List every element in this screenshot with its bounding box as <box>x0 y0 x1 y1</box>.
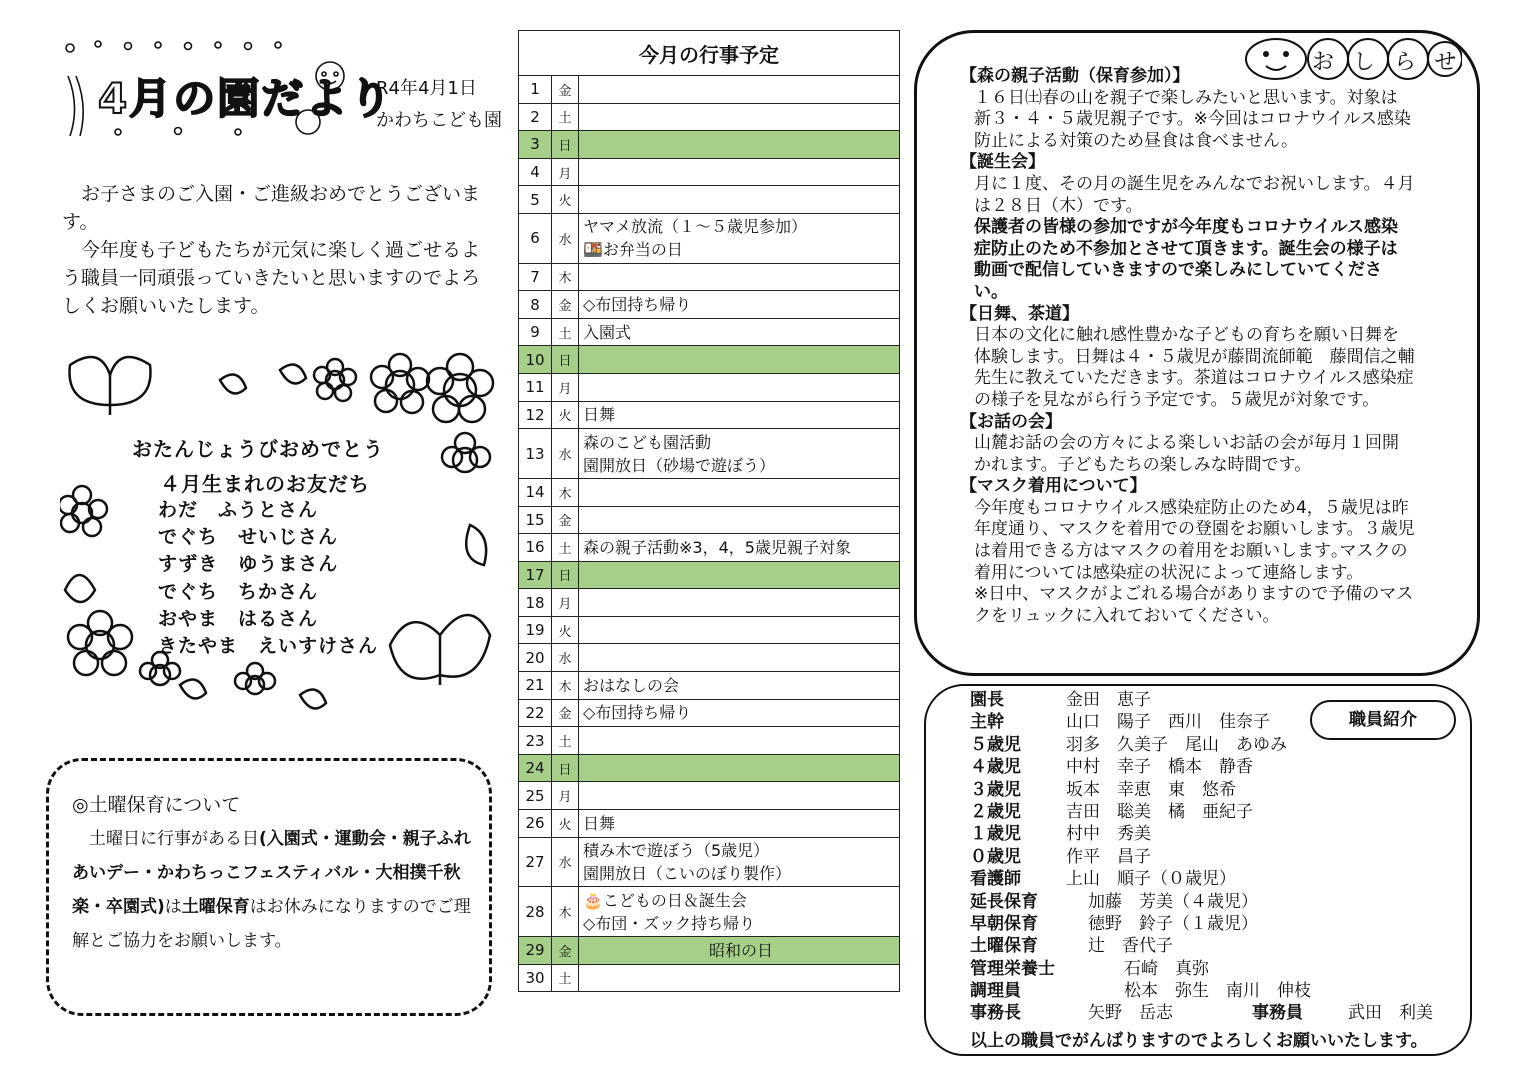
calendar-event <box>579 131 900 159</box>
staff-names: 坂本 幸恵 東 悠希 <box>1066 779 1236 800</box>
calendar-event <box>579 346 900 374</box>
calendar-event-line: 日舞 <box>583 405 616 425</box>
staff-role: 主幹 <box>970 712 1004 733</box>
calendar-event <box>579 76 900 104</box>
calendar-weekday: 月 <box>552 782 579 810</box>
calendar-event <box>579 291 900 319</box>
notice-line: ※日中、マスクがよごれる場合がありますので予備のマス <box>974 584 1414 605</box>
calendar-day: 13 <box>519 429 552 479</box>
calendar-day: 8 <box>519 291 552 319</box>
calendar-day: 28 <box>519 887 552 937</box>
calendar-day: 27 <box>519 837 552 887</box>
calendar-event-line: ◇布団持ち帰り <box>583 295 692 315</box>
calendar-weekday: 金 <box>552 76 579 104</box>
birthday-heading: おたんじょうびおめでとう <box>132 437 384 461</box>
calendar-day: 20 <box>519 644 552 672</box>
staff-role: 管理栄養士 <box>970 958 1055 979</box>
calendar-weekday: 月 <box>552 589 579 617</box>
staff-role: ２歳児 <box>970 801 1021 822</box>
calendar-weekday: 日 <box>552 754 579 782</box>
calendar-day: 11 <box>519 374 552 402</box>
calendar-event <box>579 401 900 429</box>
staff-names: 矢野 岳志 <box>1088 1003 1173 1024</box>
calendar-day: 9 <box>519 318 552 346</box>
calendar-event-line: 入園式 <box>583 322 632 342</box>
greeting-paragraph: 今年度も子どもたちが元気に楽しく過ごせるよう職員一同頑張っていきたいと思いますのでよろしくお願いいたします。 <box>62 239 481 317</box>
calendar-event <box>579 478 900 506</box>
notice-line: １６日㈯春の山を親子で楽しみたいと思います。対象は <box>974 87 1398 108</box>
calendar-event <box>579 937 900 965</box>
calendar-day: 12 <box>519 401 552 429</box>
notice-line: 新３・４・５歳児親子です。※今回はコロナウイルス感染 <box>974 109 1411 130</box>
notice-heading: 【マスク着用について】 <box>960 476 1147 497</box>
calendar-day: 30 <box>519 964 552 992</box>
calendar-row <box>519 103 900 131</box>
calendar-event <box>579 887 900 937</box>
notice-line-emphasis: 症防止のため不参加とさせて頂きます。誕生会の様子は <box>974 238 1398 259</box>
calendar-event <box>579 534 900 562</box>
notice-line: 防止による対策のため昼食は食べません。 <box>974 130 1299 151</box>
calendar-day: 4 <box>519 158 552 186</box>
calendar-day: 14 <box>519 478 552 506</box>
calendar-row <box>519 561 900 589</box>
birthday-name: でぐち せいじさん <box>158 526 339 549</box>
staff-names: 辻 香代子 <box>1088 936 1173 957</box>
calendar-event-line: 園開放日（砂場で遊ぼう） <box>583 455 776 475</box>
staff-names: 武田 利美 <box>1348 1003 1433 1024</box>
calendar-weekday: 土 <box>552 727 579 755</box>
newsletter-title-banner <box>58 36 394 136</box>
greeting-text <box>62 180 492 320</box>
notice-line: は着用できる方はマスクの着用をお願いします｡マスクの <box>974 541 1408 562</box>
staff-role: 園長 <box>970 690 1004 710</box>
staff-names: 石崎 真弥 <box>1124 958 1209 979</box>
calendar-day: 22 <box>519 699 552 727</box>
calendar-weekday: 日 <box>552 346 579 374</box>
calendar-weekday: 火 <box>552 186 579 214</box>
calendar-weekday: 金 <box>552 291 579 319</box>
calendar-weekday: 土 <box>552 103 579 131</box>
calendar-row <box>519 186 900 214</box>
staff-names: 徳野 鈴子（１歳児） <box>1088 913 1258 934</box>
staff-names: 上山 順子（０歳児） <box>1066 869 1236 890</box>
calendar-row <box>519 213 900 263</box>
calendar-event <box>579 506 900 534</box>
calendar-event <box>579 374 900 402</box>
notice-line-emphasis: 保護者の皆様の参加ですが今年度もコロナウイルス感染 <box>974 217 1398 238</box>
calendar-weekday: 金 <box>552 699 579 727</box>
staff-names: 山口 陽子 西川 佳奈子 <box>1066 712 1270 733</box>
saturday-events: (入園式・運動会・親子ふれあいデー・かわちっこフェスティバル・大相撲千秋楽・卒園式) <box>72 829 471 917</box>
calendar-event <box>579 699 900 727</box>
notice-line: 体験します。日舞は４・５歳児が藤間流師範 藤間信之輔 <box>974 346 1415 367</box>
notice-line: 年度通り、マスクを着用での登園をお願いします。３歳児 <box>974 519 1415 540</box>
calendar-weekday: 土 <box>552 318 579 346</box>
staff-names: 金田 恵子 <box>1066 690 1151 710</box>
calendar-title: 今月の行事予定 <box>519 31 900 76</box>
staff-role: １歳児 <box>970 824 1021 845</box>
calendar-row <box>519 754 900 782</box>
calendar-weekday: 火 <box>552 401 579 429</box>
saturday-text: 土曜日に行事がある日 <box>89 829 259 849</box>
calendar-row <box>519 964 900 992</box>
calendar-row <box>519 810 900 838</box>
calendar-weekday: 火 <box>552 616 579 644</box>
birthday-name: すずき ゆうまさん <box>158 553 339 576</box>
staff-footer: 以上の職員でがんばりますのでよろしくお願いいたします。 <box>970 1031 1428 1051</box>
calendar-day: 24 <box>519 754 552 782</box>
issue-date: R4年4月1日 <box>376 78 477 99</box>
staff-role: 延長保育 <box>970 891 1038 912</box>
staff-role: 早朝保育 <box>970 913 1038 934</box>
staff-names: 松本 弥生 南川 伸枝 <box>1124 981 1311 1002</box>
calendar-row <box>519 76 900 104</box>
calendar-weekday: 木 <box>552 672 579 700</box>
calendar-row <box>519 401 900 429</box>
calendar-day: 6 <box>519 213 552 263</box>
calendar-event <box>579 263 900 291</box>
calendar-day: 16 <box>519 534 552 562</box>
notice-heading: 【森の親子活動（保育参加）】 <box>960 66 1190 86</box>
staff-role: 看護師 <box>970 869 1021 890</box>
staff-role: 土曜保育 <box>970 936 1038 957</box>
notice-heading: 【誕生会】 <box>960 152 1045 173</box>
calendar-row <box>519 131 900 159</box>
notice-badge-label: おしらせ <box>1312 50 1476 75</box>
calendar-row <box>519 644 900 672</box>
calendar-event-line: 森のこども園活動 <box>583 432 712 452</box>
staff-role: ５歳児 <box>970 734 1021 755</box>
calendar-event-line: ヤマメ放流（１～５歳児参加） <box>583 217 808 237</box>
calendar-weekday: 木 <box>552 478 579 506</box>
calendar-row <box>519 616 900 644</box>
saturday-text: は <box>164 897 182 917</box>
calendar-weekday: 水 <box>552 644 579 672</box>
calendar-day: 15 <box>519 506 552 534</box>
calendar-day: 21 <box>519 672 552 700</box>
calendar-weekday: 木 <box>552 263 579 291</box>
calendar-weekday: 金 <box>552 506 579 534</box>
calendar-row <box>519 937 900 965</box>
greeting-paragraph: お子さまのご入園・ご進級おめでとうございます。 <box>62 183 481 233</box>
calendar-event <box>579 561 900 589</box>
calendar-day: 17 <box>519 561 552 589</box>
calendar-event-line: 日舞 <box>583 813 616 833</box>
calendar-event-line: 🎂こどもの日＆誕生会 <box>583 890 747 910</box>
calendar-event <box>579 782 900 810</box>
calendar-weekday: 水 <box>552 837 579 887</box>
calendar-day: 7 <box>519 263 552 291</box>
notice-line: 着用については感染症の状況によって連絡します。 <box>974 562 1364 583</box>
staff-names: 中村 幸子 橋本 静香 <box>1066 757 1253 778</box>
birthday-name: わだ ふうとさん <box>158 499 319 521</box>
calendar-event <box>579 616 900 644</box>
calendar-event <box>579 429 900 479</box>
calendar-event <box>579 213 900 263</box>
notice-line: 山麓お話の会の方々による楽しいお話の会が毎月１回開 <box>974 433 1399 454</box>
staff-role: ４歳児 <box>970 757 1021 778</box>
calendar-day: 25 <box>519 782 552 810</box>
staff-names: 加藤 芳美（４歳児） <box>1088 891 1258 912</box>
calendar-row <box>519 887 900 937</box>
calendar-day: 3 <box>519 131 552 159</box>
birthday-subheading: ４月生まれのお友だち <box>160 472 370 496</box>
calendar-weekday: 水 <box>552 213 579 263</box>
calendar-weekday: 木 <box>552 887 579 937</box>
calendar-day: 10 <box>519 346 552 374</box>
staff-role: 調理員 <box>970 981 1021 1002</box>
calendar-weekday: 金 <box>552 937 579 965</box>
calendar-weekday: 月 <box>552 374 579 402</box>
notice-line: 日本の文化に触れ感性豊かな子どもの育ちを願い日舞を <box>974 325 1399 346</box>
calendar-row <box>519 429 900 479</box>
calendar-event <box>579 158 900 186</box>
calendar-event-line: ◇布団・ズック持ち帰り <box>583 913 756 933</box>
notice-line-emphasis: い。 <box>974 281 1008 302</box>
staff-names: 村中 秀美 <box>1066 824 1151 845</box>
calendar-day: 2 <box>519 103 552 131</box>
staff-role: 事務長 <box>970 1003 1021 1024</box>
saturday-care-title: ◎土曜保育について <box>72 794 241 816</box>
calendar-event <box>579 186 900 214</box>
calendar-row <box>519 263 900 291</box>
calendar-row <box>519 782 900 810</box>
calendar-row <box>519 346 900 374</box>
calendar-row <box>519 291 900 319</box>
calendar-row <box>519 699 900 727</box>
calendar-row <box>519 318 900 346</box>
calendar-day: 19 <box>519 616 552 644</box>
calendar-row <box>519 589 900 617</box>
notice-line: かれます。子どもたちの楽しみな時間です。 <box>974 454 1312 475</box>
calendar-weekday: 土 <box>552 964 579 992</box>
calendar-weekday: 日 <box>552 131 579 159</box>
calendar-weekday: 水 <box>552 429 579 479</box>
calendar-event-line: 昭和の日 <box>708 940 773 960</box>
saturday-text: はお休みになりますのでご理解とご協力をお願いします。 <box>72 897 471 951</box>
birthday-name: でぐち ちかさん <box>158 580 319 603</box>
notice-line: 今年度もコロナウイルス感染症防止のため4，５歳児は昨 <box>974 497 1409 518</box>
calendar-day: 23 <box>519 727 552 755</box>
calendar-day: 5 <box>519 186 552 214</box>
school-name: かわちこども園 <box>376 110 502 131</box>
calendar-day: 26 <box>519 810 552 838</box>
calendar-event <box>579 318 900 346</box>
staff-names: 吉田 聡美 橘 亜紀子 <box>1066 801 1253 822</box>
calendar-event-line: 森の親子活動※3，4，5歳児親子対象 <box>583 537 851 557</box>
notice-heading: 【日舞、茶道】 <box>960 303 1079 324</box>
calendar-event-line: ◇布団持ち帰り <box>583 703 692 723</box>
birthday-name-list <box>158 497 378 660</box>
staff-role: ３歳児 <box>970 779 1021 800</box>
calendar-event <box>579 964 900 992</box>
notice-line: の様子を見ながら行う予定です。５歳児が対象です。 <box>974 389 1380 410</box>
staff-role: 事務員 <box>1252 1003 1303 1024</box>
staff-names: 羽多 久美子 尾山 あゆみ <box>1066 734 1287 755</box>
saturday-care-text <box>72 822 472 958</box>
calendar-event <box>579 754 900 782</box>
notice-line-emphasis: 動画で配信していきますので楽しみにしていてくださ <box>974 260 1382 281</box>
calendar-row <box>519 837 900 887</box>
calendar-row <box>519 374 900 402</box>
event-calendar <box>518 30 900 992</box>
calendar-event <box>579 672 900 700</box>
notice-line: は２８日（木）です。 <box>974 195 1143 216</box>
calendar-row <box>519 158 900 186</box>
calendar-event <box>579 589 900 617</box>
calendar-day: 18 <box>519 589 552 617</box>
newsletter-title: 4月の園だより <box>98 74 394 123</box>
calendar-event <box>579 103 900 131</box>
calendar-event <box>579 644 900 672</box>
calendar-event <box>579 810 900 838</box>
calendar-event <box>579 837 900 887</box>
calendar-weekday: 日 <box>552 561 579 589</box>
staff-badge: 職員紹介 <box>1310 700 1456 740</box>
calendar-row <box>519 506 900 534</box>
calendar-row <box>519 727 900 755</box>
calendar-weekday: 土 <box>552 534 579 562</box>
birthday-name: きたやま えいすけさん <box>158 635 379 658</box>
calendar-event-line: 積み木で遊ぼう（5歳児） <box>583 840 770 860</box>
calendar-day: 29 <box>519 937 552 965</box>
calendar-event <box>579 727 900 755</box>
calendar-weekday: 月 <box>552 158 579 186</box>
notice-line: クをリュックに入れておいてください。 <box>974 605 1280 626</box>
calendar-event-line: 🍱お弁当の日 <box>583 240 683 260</box>
calendar-event-line: 園開放日（こいのぼり製作） <box>583 863 792 883</box>
notice-heading: 【お話の会】 <box>960 411 1062 432</box>
notice-content <box>960 66 1480 627</box>
saturday-care-term: 土曜保育 <box>181 897 250 917</box>
notice-line: 先生に教えていただきます。茶道はコロナウイルス感染症 <box>974 368 1414 389</box>
calendar-weekday: 火 <box>552 810 579 838</box>
calendar-day: 1 <box>519 76 552 104</box>
calendar-row <box>519 672 900 700</box>
staff-names: 作平 昌子 <box>1066 846 1151 867</box>
calendar-row <box>519 478 900 506</box>
notice-line: 月に１度、その月の誕生児をみんなでお祝いします。４月 <box>974 173 1415 194</box>
calendar-row <box>519 534 900 562</box>
staff-role: ０歳児 <box>970 846 1021 867</box>
calendar-event-line: おはなしの会 <box>583 675 680 695</box>
birthday-name: おやま はるさん <box>158 607 319 630</box>
